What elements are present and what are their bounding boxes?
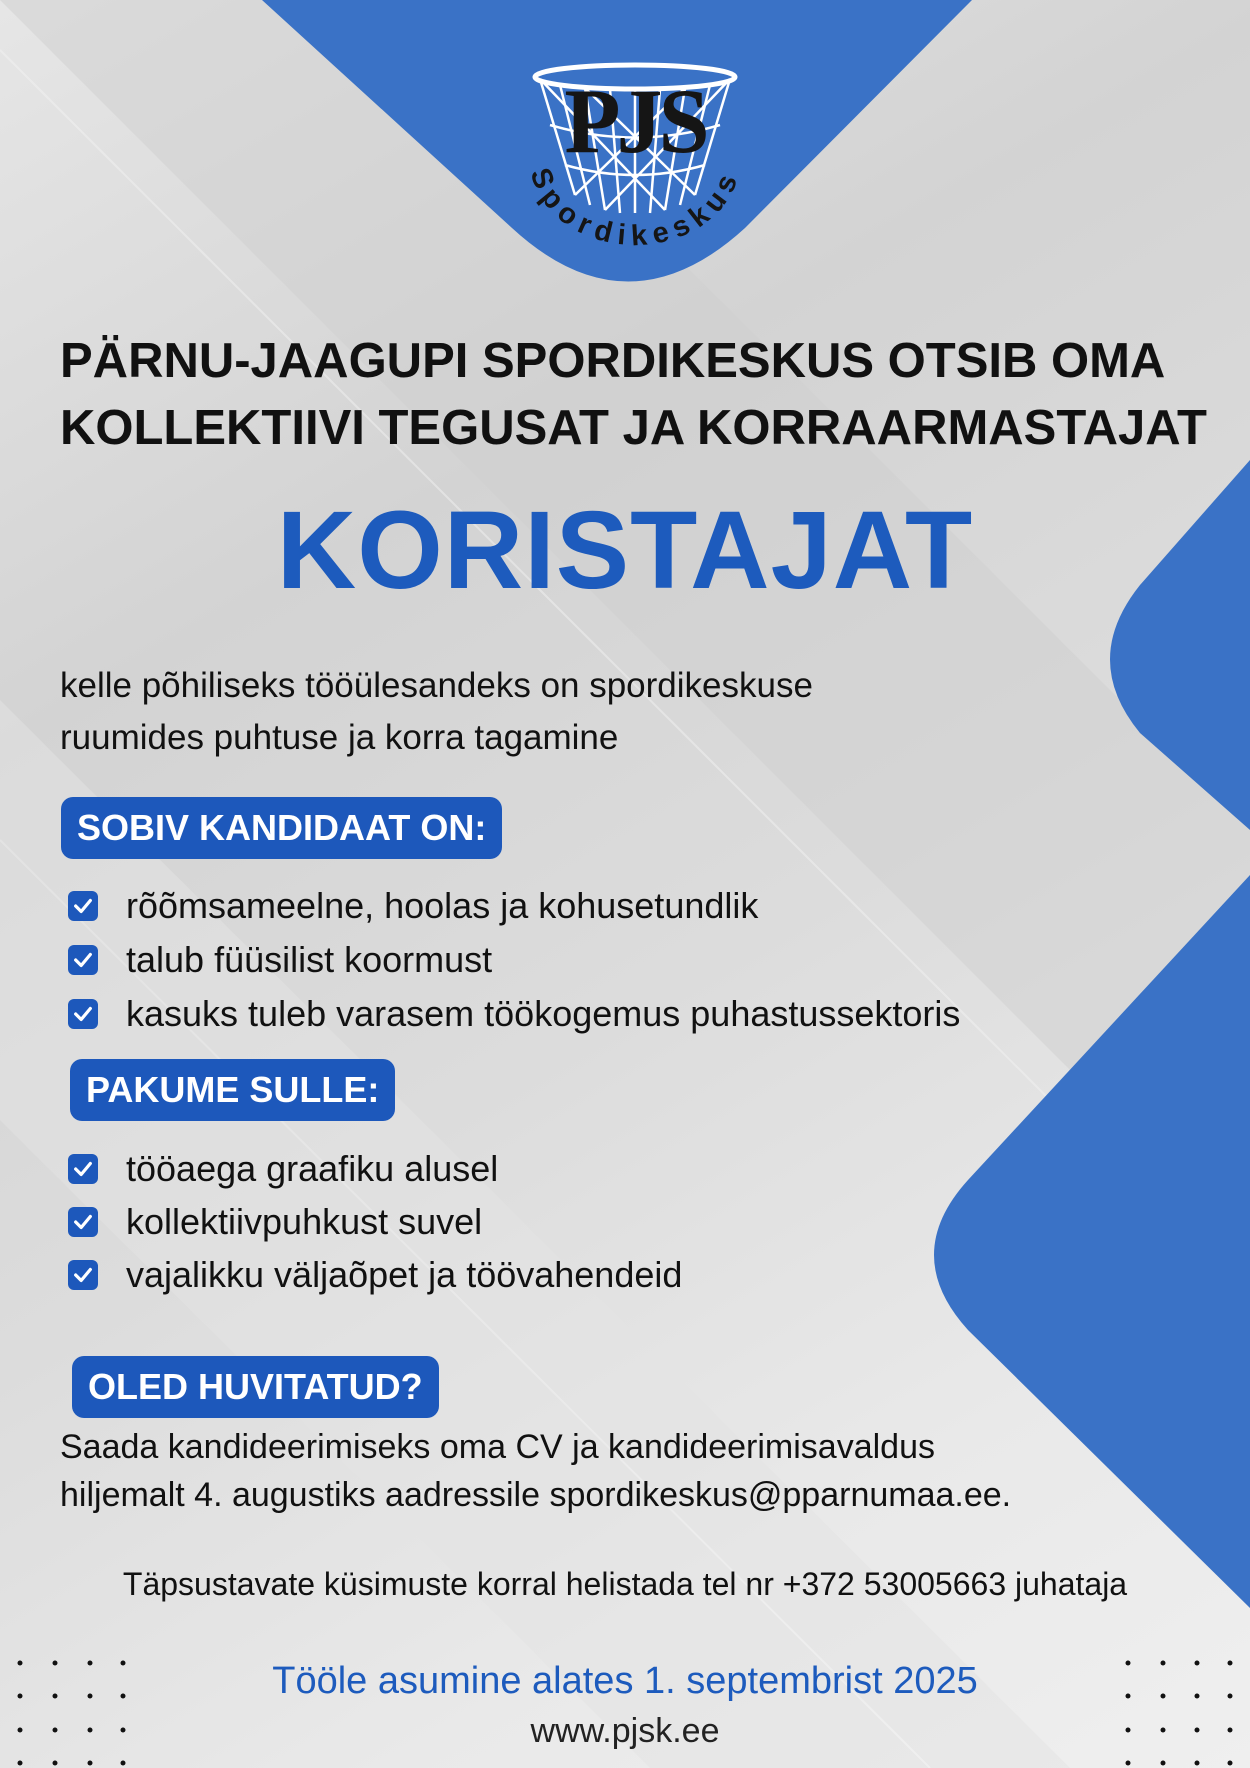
checkbox-icon [68,891,98,921]
candidate-list [68,880,960,1040]
list-item-text: rõõmsameelne, hoolas ja kohusetundlik [126,885,759,926]
list-item [68,880,960,932]
list-item-text: tööaega graafiku alusel [126,1147,499,1189]
dot-grid-right [1115,1650,1245,1768]
headline-line-2: KOLLEKTIIVI TEGUSAT JA KORRAARMASTAJAT [60,401,1207,455]
intro-line-2: ruumides puhtuse ja korra tagamine [60,718,619,757]
dot-grid-left [10,1650,140,1768]
application-instructions [60,1423,1210,1519]
headline-line-1: PÄRNU-JAAGUPI SPORDIKESKUS OTSIB OMA [60,334,1166,388]
list-item-text: talub füüsilist koormust [126,939,493,980]
list-item-text: kasuks tuleb varasem töökogemus puhastussektoris [126,993,961,1034]
checkbox-icon [68,945,98,975]
intro-line-1: kelle põhiliseks tööülesandeks on spordikeskuse [60,666,813,705]
checkbox-icon [68,999,98,1029]
website-link: www.pjsk.ee [530,1712,720,1750]
offer-heading-badge: PAKUME SULLE: [70,1059,395,1121]
logo-arc-text: Spordikeskus [523,163,747,253]
interest-heading-badge: OLED HUVITATUD? [72,1356,439,1418]
list-item [68,988,960,1040]
application-line-1: Saada kandideerimiseks oma CV ja kandideerimisavaldus [60,1428,936,1466]
position-title: KORISTAJAT [276,489,974,612]
checkbox-icon [68,1154,98,1184]
candidate-heading-badge: SOBIV KANDIDAAT ON: [61,797,502,859]
application-line-2: hiljemalt 4. augustiks aadressile spordikeskus@pparnumaa.ee. [60,1476,1012,1514]
list-item [68,1248,682,1301]
checkbox-icon [68,1260,98,1290]
list-item [68,932,960,988]
phone-note: Täpsustavate küsimuste korral helistada tel nr +372 53005663 juhataja [122,1566,1128,1602]
logo-letters: PJS [564,70,706,172]
intro-text [60,660,960,764]
checkbox-icon [68,1207,98,1237]
headline [60,328,1210,462]
list-item-text: vajalikku väljaõpet ja töövahendeid [126,1253,683,1295]
list-item [68,1195,682,1248]
list-item-text: kollektiivpuhkust suvel [126,1200,483,1242]
offer-list [68,1142,682,1301]
list-item [68,1142,682,1195]
start-date: Tööle asumine alates 1. septembrist 2025 [272,1660,978,1702]
pjs-logo [520,55,750,255]
